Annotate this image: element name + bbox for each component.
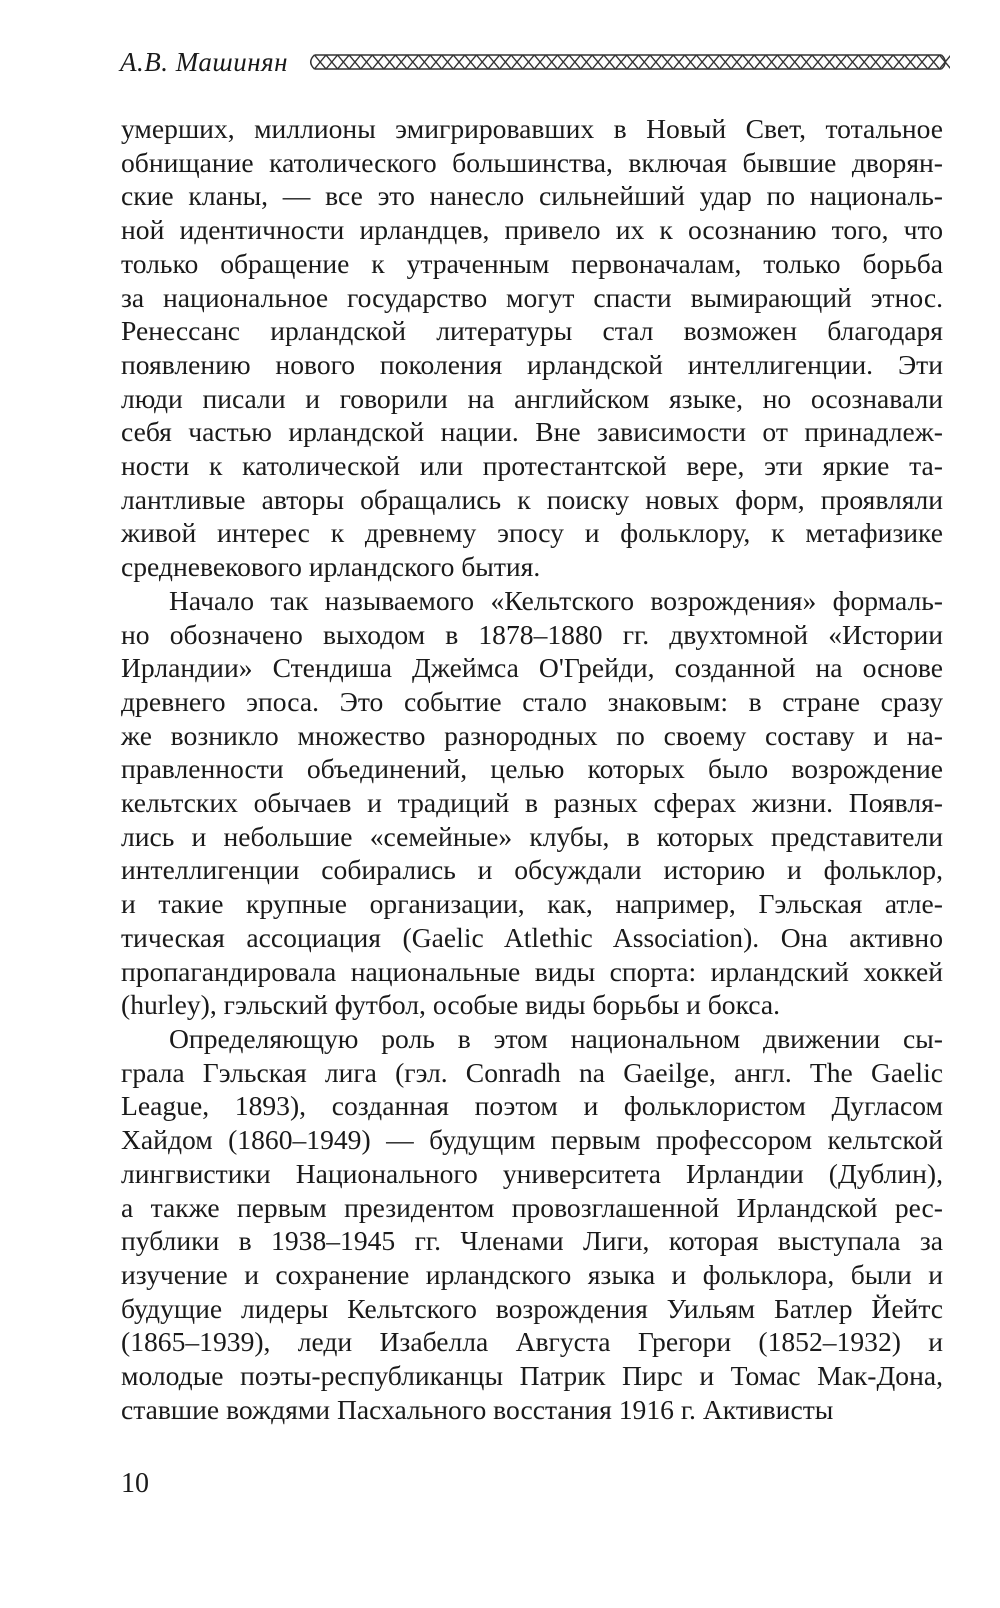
text-line: ставшие вождями Пасхального восстания 1916 г. Активисты <box>121 1393 834 1425</box>
text-line: живой интерес к древнему эпосу и фольклору, к метафизике <box>121 517 943 549</box>
text-line: Начало так называемого «Кельтского возрождения» формаль- <box>169 584 943 616</box>
paragraph <box>121 112 943 584</box>
text-line: ной идентичности ирландцев, привело их к осознанию того, что <box>121 214 943 246</box>
page-number: 10 <box>121 1468 149 1499</box>
text-line: (1865–1939), леди Изабелла Августа Грегори (1852–1932) и <box>121 1326 943 1358</box>
text-line: изучение и сохранение ирландского языка и фольклора, были и <box>121 1258 943 1290</box>
running-header <box>120 44 950 80</box>
text-line: грала Гэльская лига (гэл. Conradh na Gaeilge, англ. The Gaelic <box>121 1056 943 1088</box>
text-line: тическая ассоциация (Gaelic Atlethic Association). Она активно <box>121 921 943 953</box>
text-line: пропагандировала национальные виды спорта: ирландский хоккей <box>121 955 943 987</box>
text-line: Определяющую роль в этом национальном движении сы- <box>169 1022 943 1054</box>
text-line: и такие крупные организации, как, например, Гэльская атле- <box>121 888 943 920</box>
text-line: League, 1893), созданная поэтом и фольклористом Дугласом <box>121 1090 943 1122</box>
text-line: только обращение к утраченным первоначалам, только борьба <box>121 247 943 279</box>
text-line: же возникло множество разнородных по своему составу и на- <box>121 719 943 751</box>
paragraph <box>121 1022 943 1426</box>
text-line: лингвистики Национального университета Ирландии (Дублин), <box>121 1157 943 1189</box>
text-line: (hurley), гэльский футбол, особые виды борьбы и бокса. <box>121 989 781 1021</box>
text-line: публики в 1938–1945 гг. Членами Лиги, которая выступала за <box>121 1225 943 1257</box>
text-line: лантливые авторы обращались к поиску новых форм, проявляли <box>121 483 943 515</box>
text-line: но обозначено выходом в 1878–1880 гг. двухтомной «Истории <box>121 618 943 650</box>
paragraph <box>121 584 943 1022</box>
text-line: обнищание католического большинства, включая бывшие дворян- <box>121 146 943 178</box>
text-line: Хайдом (1860–1949) — будущим первым профессором кельтской <box>121 1124 943 1156</box>
text-line: древнего эпоса. Это событие стало знаковым: в стране сразу <box>121 685 943 717</box>
text-line: ские кланы, — все это нанесло сильнейший удар по националь- <box>121 180 943 212</box>
text-line: правленности объединений, целью которых было возрождение <box>121 753 943 785</box>
text-line: лись и небольшие «семейные» клубы, в которых представители <box>121 820 943 852</box>
text-line: Ирландии» Стендиша Джеймса О'Грейди, созданной на основе <box>121 652 943 684</box>
header-ornament <box>306 49 950 75</box>
text-line: молодые поэты-республиканцы Патрик Пирс и Томас Мак-Дона, <box>121 1360 943 1392</box>
body-text <box>121 112 943 1426</box>
running-header-author: А.В. Машинян <box>120 46 289 77</box>
text-line: ности к католической или протестантской вере, эти яркие та- <box>121 450 943 482</box>
text-line: а также первым президентом провозглашенной Ирландской рес- <box>121 1191 943 1223</box>
text-line: за национальное государство могут спасти вымирающий этнос. <box>121 281 943 313</box>
text-line: Ренессанс ирландской литературы стал возможен благодаря <box>121 315 943 347</box>
text-line: средневекового ирландского бытия. <box>121 551 541 583</box>
text-line: интеллигенции собирались и обсуждали историю и фольклор, <box>121 854 943 886</box>
text-line: появлению нового поколения ирландской интеллигенции. Эти <box>121 348 943 380</box>
text-line: себя частью ирландской нации. Вне зависимости от принадлеж- <box>121 416 943 448</box>
text-line: умерших, миллионы эмигрировавших в Новый Свет, тотальное <box>121 113 943 144</box>
text-line: люди писали и говорили на английском языке, но осознавали <box>121 382 943 414</box>
text-line: кельтских обычаев и традиций в разных сферах жизни. Появля- <box>121 787 943 819</box>
text-line: будущие лидеры Кельтского возрождения Уильям Батлер Йейтс <box>121 1292 943 1324</box>
